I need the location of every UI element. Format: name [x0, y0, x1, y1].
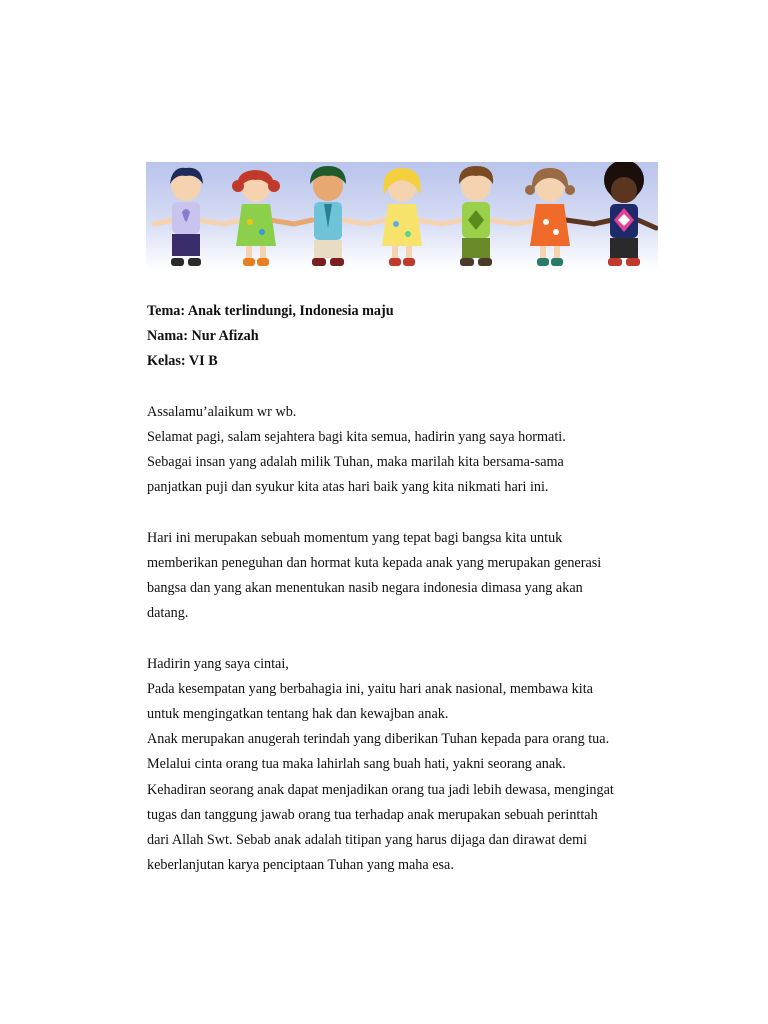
child-7-figure: [604, 162, 644, 266]
text-line: dari Allah Swt. Sebab anak adalah titipan yang harus dijaga dan dirawat demi: [147, 831, 588, 848]
paragraph-gap: [147, 375, 667, 400]
text-line: datang.: [147, 605, 189, 622]
child-5-figure: [459, 166, 493, 266]
paragraph-body: [147, 652, 667, 879]
text-line: untuk mengingatkan tentang hak dan kewajban anak.: [147, 706, 449, 722]
paragraph-gap: [147, 501, 667, 526]
text-line: keberlanjutan karya penciptaan Tuhan yang maha esa.: [147, 857, 454, 874]
text-line: Hari ini merupakan sebuah momentum yang tepat bagi bangsa kita untuk: [147, 529, 563, 546]
text-line: bangsa dan yang akan menentukan nasib negara indonesia dimasa yang akan: [147, 580, 583, 597]
children-banner-illustration: [146, 162, 658, 270]
text-line: Hadirin yang saya cintai,: [147, 655, 289, 672]
text-line: Assalamu’alaikum wr wb.: [147, 403, 297, 420]
text-line: Sebagai insan yang adalah milik Tuhan, maka marilah kita bersama-sama: [147, 454, 564, 471]
text-line: Melalui cinta orang tua maka lahirlah sang buah hati, yakni seorang anak.: [147, 756, 566, 773]
text-line: Pada kesempatan yang berbahagia ini, yaitu hari anak nasional, membawa kita: [147, 680, 593, 697]
children-holding-hands-icon: [146, 162, 658, 270]
text-line: Selamat pagi, salam sejahtera bagi kita semua, hadirin yang saya hormati.: [147, 428, 566, 445]
child-3-figure: [310, 166, 346, 266]
text-line: Anak merupakan anugerah terindah yang diberikan Tuhan kepada para orang tua.: [147, 731, 610, 748]
nama-line: Nama: Nur Afizah: [147, 328, 259, 345]
tema-line: Tema: Anak terlindungi, Indonesia maju: [147, 303, 394, 319]
text-line: panjatkan puji dan syukur kita atas hari baik yang kita nikmati hari ini.: [147, 479, 549, 496]
speech-text-body: [147, 299, 667, 878]
text-line: Kehadiran seorang anak dapat menjadikan orang tua jadi lebih dewasa, mengingat: [147, 781, 614, 798]
paragraph-opening: [147, 400, 667, 501]
text-line: memberikan peneguhan dan hormat kuta kepada anak yang merupakan generasi: [147, 554, 602, 571]
paragraph-gap: [147, 626, 667, 651]
child-1-figure: [170, 168, 203, 266]
paragraph-momentum: [147, 526, 667, 627]
kelas-line: Kelas: VI B: [147, 353, 218, 370]
text-line: tugas dan tanggung jawab orang tua terhadap anak merupakan sebuah perinttah: [147, 806, 598, 823]
